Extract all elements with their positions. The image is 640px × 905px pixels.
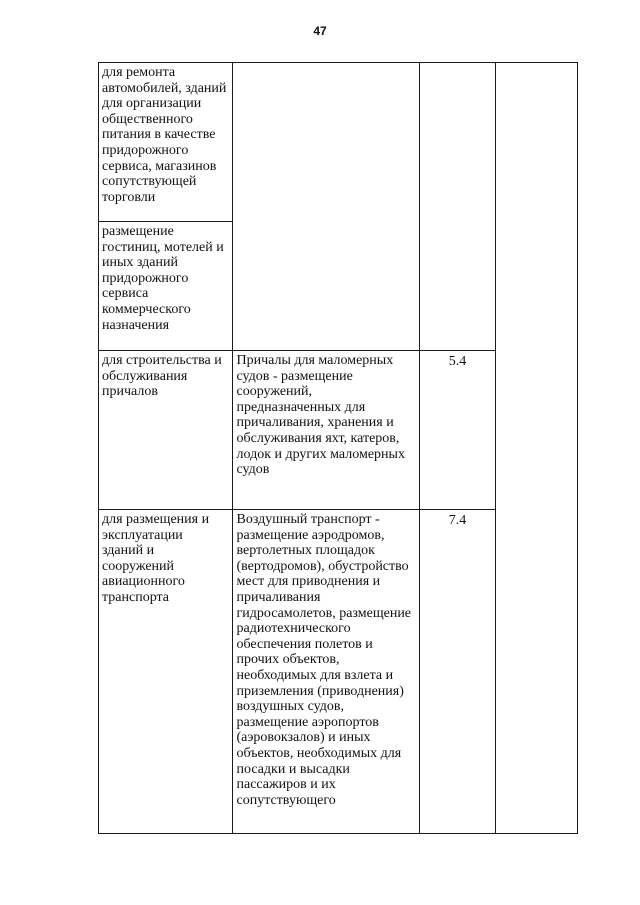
- description-cell: [233, 351, 419, 510]
- purpose-cell: [99, 351, 233, 510]
- land-use-table: [98, 62, 578, 834]
- code-text: 5.4: [448, 354, 467, 369]
- code-text: 7.4: [448, 513, 467, 528]
- description-text: Воздушный транспорт - размещение аэродромов, вертолетных площадок (вертодромов), обустройство мест для приводнения и причаливания гидросамолетов, размещение радиотехнического обеспечения полетов и прочих объектов, необходимых для взлета и приземления (приводнения) воздушных судов, размещение аэропортов (аэровокзалов) и иных объектов, необходимых для посадки и высадки пассажиров и их сопутствующего: [236, 512, 412, 808]
- purpose-cell: [99, 63, 233, 222]
- extra-cell: [496, 63, 578, 834]
- code-cell: [419, 351, 496, 510]
- purpose-text: для строительства и обслуживания причалов: [102, 353, 222, 400]
- description-cell: [233, 510, 419, 834]
- table-row: [99, 63, 578, 222]
- description-cell: [233, 63, 419, 351]
- page-number: 47: [313, 24, 327, 38]
- purpose-text: для ремонта автомобилей, зданий для организации общественного питания в качестве придорожного сервиса, магазинов сопутствующей торговли: [102, 65, 227, 205]
- purpose-cell: [99, 510, 233, 834]
- description-text: Причалы для маломерных судов - размещение сооружений, предназначенных для причаливания, хранения и обслуживания яхт, катеров, лодок и других маломерных судов: [236, 353, 405, 478]
- purpose-cell: [99, 222, 233, 351]
- purpose-text: размещение гостиниц, мотелей и иных зданий придорожного сервиса коммерческого назначения: [102, 224, 224, 333]
- code-cell: [419, 63, 496, 351]
- purpose-text: для размещения и эксплуатации зданий и сооружений авиационного транспорта: [102, 512, 210, 605]
- code-cell: [419, 510, 496, 834]
